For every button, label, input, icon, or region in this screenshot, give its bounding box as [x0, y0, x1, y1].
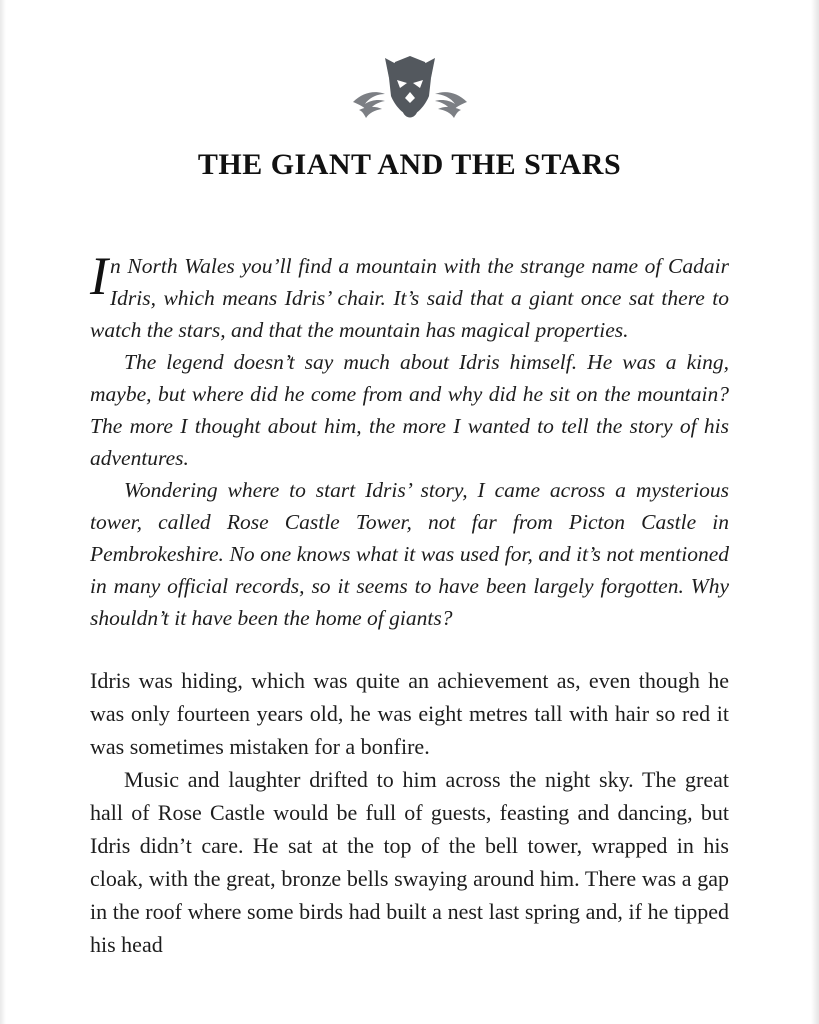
paragraph-body-1: Idris was hiding, which was quite an achievement as, even though he was only fourteen years old, he was eight metres tall with hair so red it was sometimes mistaken for a bonfire.: [90, 668, 729, 759]
page-title: THE GIANT AND THE STARS: [197, 148, 622, 181]
body-section: [90, 664, 729, 961]
paragraph-intro-3: Wondering where to start Idris’ story, I came across a mysterious tower, called Rose Castle Tower, not far from Picton Castle in Pembrokeshire. No one knows what it was used for, and it’s not mentioned in many official records, so it seems to have been largely forgotten. Why shouldn’t it have been the home of giants?: [90, 478, 729, 630]
wolf-head-ornament: [345, 0, 475, 130]
paragraph-text: n North Wales you’ll find a mountain with the strange name of Cadair Idris, which means Idris’ chair. It’s said that a giant once sat there to watch the stars, and that the mountain has magical properties.: [90, 254, 729, 342]
intro-section: [90, 246, 729, 634]
drop-cap: I: [90, 246, 108, 306]
paragraph-intro-2: The legend doesn’t say much about Idris himself. He was a king, maybe, but where did he come from and why did he sit on the mountain? The more I thought about him, the more I wanted to tell the story of his adventures.: [90, 350, 729, 470]
paragraph-intro-1: [90, 246, 729, 346]
paragraph-body-2: Music and laughter drifted to him across the night sky. The great hall of Rose Castle would be full of guests, feasting and dancing, but Idris didn’t care. He sat at the top of the bell tower, wrapped in his cloak, with the great, bronze bells swaying around him. There was a gap in the roof where some birds had built a nest last spring and, if he tipped his head: [90, 767, 729, 957]
